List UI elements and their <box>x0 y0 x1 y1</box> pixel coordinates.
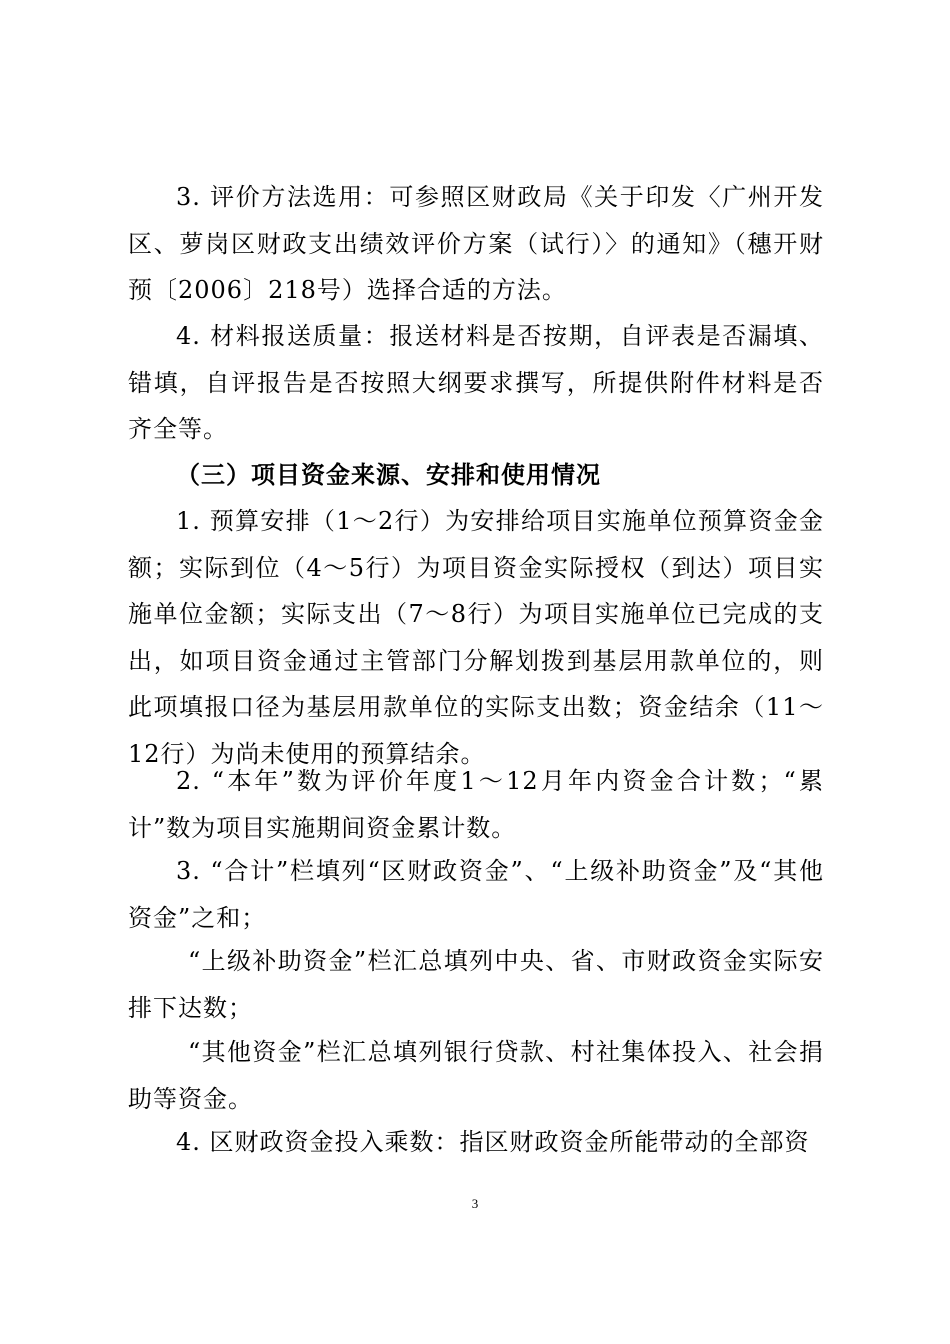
section-heading-fund-sources: （三）项目资金来源、安排和使用情况 <box>176 460 601 489</box>
paragraph-annual-cumulative: 2. “本年”数为评价年度1～12月年内资金合计数；“累计”数为项目实施期间资金累计数。 <box>128 767 824 842</box>
paragraph-evaluation-method: 3. 评价方法选用：可参照区财政局《关于印发〈广州开发区、萝岗区财政支出绩效评价方案（试行）〉的通知》（穗开财预〔2006〕218号）选择合适的方法。 <box>128 183 824 304</box>
paragraph-other-funds: “其他资金”栏汇总填列银行贷款、村社集体投入、社会捐助等资金。 <box>128 1038 824 1113</box>
paragraph-fund-multiplier: 4. 区财政资金投入乘数：指区财政资金所能带动的全部资 <box>176 1128 810 1156</box>
paragraph-material-quality: 4. 材料报送质量：报送材料是否按期，自评表是否漏填、错填，自评报告是否按照大纲要求撰写，所提供附件材料是否齐全等。 <box>128 322 824 443</box>
paragraph-budget-arrangement: 1. 预算安排（1～2行）为安排给项目实施单位预算资金金额；实际到位（4～5行）为项目资金实际授权（到达）项目实施单位金额；实际支出（7～8行）为项目实施单位已完成的支出，如项目资金通过主管部门分解划拨到基层用款单位的，则此项填报口径为基层用款单位的实际支出数；资金结余（11～12行）为尚未使用的预算结余。 <box>128 507 824 768</box>
paragraph-superior-subsidy: “上级补助资金”栏汇总填列中央、省、市财政资金实际安排下达数； <box>128 947 824 1022</box>
paragraph-total-column: 3. “合计”栏填列“区财政资金”、“上级补助资金”及“其他资金”之和； <box>128 857 824 932</box>
page-number: 3 <box>471 1196 479 1211</box>
